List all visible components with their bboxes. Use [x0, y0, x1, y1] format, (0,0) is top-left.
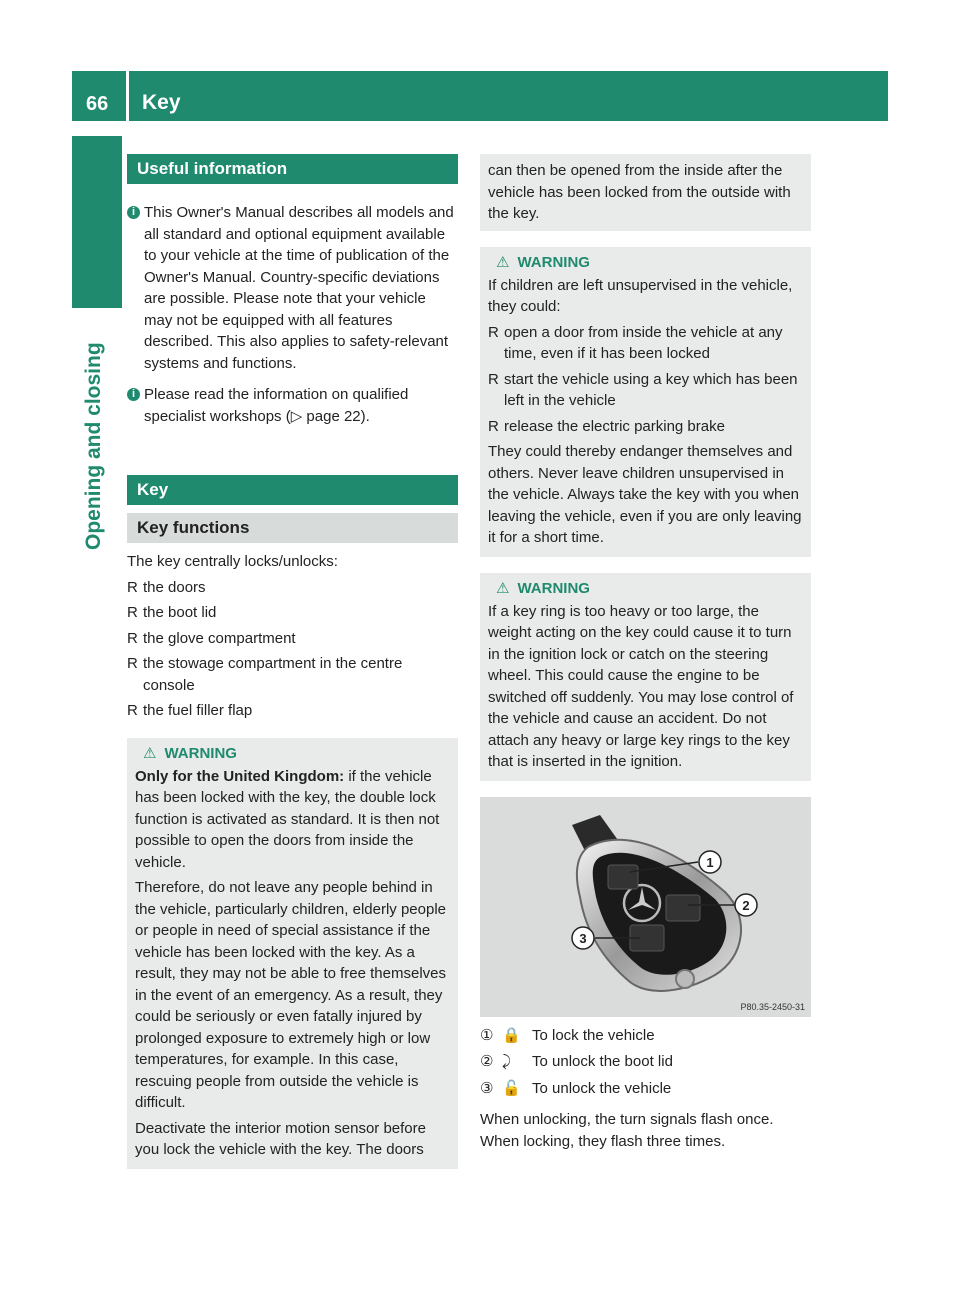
page-header	[72, 71, 888, 121]
callout-3: 3	[579, 930, 587, 946]
boot-lid-icon: ⤸	[502, 1053, 512, 1070]
legend-item: ② ⤸ To unlock the boot lid	[480, 1051, 811, 1073]
info-icon: i	[127, 388, 140, 401]
button-legend	[480, 1025, 811, 1100]
list-item: R the boot lid	[127, 604, 217, 621]
legend-item: ③ 🔓 To unlock the vehicle	[480, 1078, 811, 1100]
warning3-text: If a key ring is too heavy or too large, the weight acting on the key could cause it to turn in the ignition lock or catch on the steering wheel. This could cause the engine to be switched off suddenly. You may lose control of the vehicle and cause an accident. Do not attach any heavy or large key rings to the key that is inserted in the ignition.	[488, 602, 794, 770]
list-item: R release the electric parking brake	[488, 417, 725, 435]
list-item: R start the vehicle using a key which has been left in the vehicle	[488, 370, 798, 409]
list-item: R the doors	[127, 578, 206, 596]
useful-info-heading: Useful information	[127, 154, 458, 184]
info-icon: i	[127, 206, 140, 219]
list-item: R the fuel filler flap	[127, 702, 253, 719]
side-tab	[72, 136, 122, 308]
callout-1: 1	[706, 854, 714, 870]
warning-box-1	[127, 738, 458, 1169]
info-note-2	[127, 384, 458, 427]
warning-paragraph-1: Only for the United Kingdom: if the vehicle has been locked with the key, the double lock function is activated as standard. It is then not possible to open the doors from inside the vehicle.	[135, 767, 440, 871]
header-title: Key	[142, 91, 181, 114]
warning2-intro: If children are left unsupervised in the vehicle, they could:	[488, 276, 793, 315]
right-column	[480, 154, 811, 1152]
warning-triangle-icon: ⚠	[496, 253, 510, 271]
side-section-label: Opening and closing	[82, 342, 105, 550]
info-note-2-text: Please read the information on qualified specialist workshops (▷ page 22).	[144, 386, 409, 425]
warning-label: WARNING	[517, 579, 590, 597]
car-key-illustration	[480, 797, 811, 1017]
warning-box-3	[480, 573, 811, 781]
info-note-1	[127, 202, 458, 374]
warning-triangle-icon: ⚠	[143, 744, 157, 762]
warning-box-2	[480, 247, 811, 557]
page-number: 66	[86, 93, 109, 115]
warning-label: WARNING	[517, 253, 590, 271]
warning-triangle-icon: ⚠	[496, 579, 510, 597]
list-item: R the stowage compartment in the centre console	[127, 655, 403, 694]
image-code: P80.35-2450-31	[740, 1001, 805, 1012]
lock-icon: 🔒	[502, 1026, 521, 1044]
unlock-icon: 🔓	[502, 1079, 521, 1097]
key-heading: Key	[127, 475, 458, 505]
key-functions-intro: The key centrally locks/unlocks:	[127, 553, 338, 570]
warning-label: WARNING	[164, 744, 237, 762]
key-functions-heading: Key functions	[127, 513, 458, 543]
warning-paragraph-2: Therefore, do not leave any people behind in the vehicle, particularly children, elderly people or people in need of special assistance if the vehicle has been locked with the key. As a result, they may not be able to free themselves in the event of an emergency. As a result, they could be seriously or even fatally injured by prolonged exposure to extremely high or low temperatures, for example. In this case, rescuing people from outside the vehicle is difficult.	[135, 879, 447, 1111]
header-divider	[126, 71, 129, 121]
list-item: R open a door from inside the vehicle at any time, even if it has been locked	[488, 323, 783, 362]
warning-paragraph-3: Deactivate the interior motion sensor before you lock the vehicle with the key. The doors	[135, 1119, 426, 1158]
warning-continuation	[480, 154, 811, 231]
left-column	[127, 154, 458, 1169]
key-image	[480, 797, 811, 1017]
list-item: R the glove compartment	[127, 629, 296, 647]
closing-text: When unlocking, the turn signals flash once. When locking, they flash three times.	[480, 1111, 774, 1150]
info-note-1-text: This Owner's Manual describes all models and all standard and optional equipment available to your vehicle at the time of publication of the Owner's Manual. Country-specific deviations are possible. Please note that your vehicle may not be equipped with all features described. This also applies to safety-relevant systems and functions.	[144, 204, 454, 372]
legend-item: ① 🔒 To lock the vehicle	[480, 1025, 811, 1047]
warning2-outro: They could thereby endanger themselves and others. Never leave children unsupervised in the vehicle. Always take the key with you when leaving the vehicle, even if you are only leaving it for a short time.	[488, 443, 802, 546]
callout-2: 2	[742, 897, 750, 913]
continuation-text: can then be opened from the inside after the vehicle has been locked from the outside with the key.	[488, 162, 791, 222]
